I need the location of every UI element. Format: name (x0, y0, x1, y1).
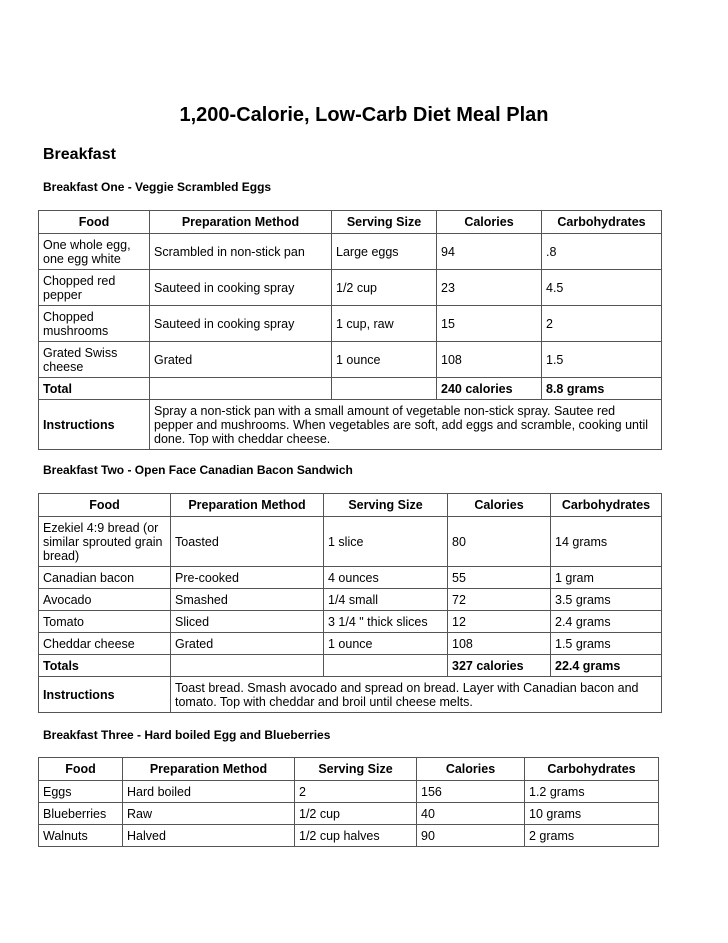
cell-serving: 3 1/4 " thick slices (324, 611, 448, 633)
cell-calories: 108 (448, 633, 551, 655)
total-carbs: 22.4 grams (551, 655, 662, 677)
cell-preparation: Grated (171, 633, 324, 655)
cell-preparation: Smashed (171, 589, 324, 611)
cell-carbs: 2 (542, 306, 662, 342)
table-row (39, 270, 662, 306)
table-row (39, 589, 662, 611)
cell-calories: 108 (437, 342, 542, 378)
header-preparation: Preparation Method (150, 211, 332, 234)
instructions-label: Instructions (39, 677, 171, 713)
header-food: Food (39, 211, 150, 234)
cell-food: Avocado (39, 589, 171, 611)
cell-preparation: Sliced (171, 611, 324, 633)
cell-calories: 12 (448, 611, 551, 633)
meal1-heading: Breakfast One - Veggie Scrambled Eggs (43, 180, 272, 194)
cell-preparation: Toasted (171, 517, 324, 567)
table-row (39, 611, 662, 633)
header-calories: Calories (417, 758, 525, 781)
cell-carbs: 1.5 grams (551, 633, 662, 655)
cell-food: Ezekiel 4:9 bread (or similar sprouted grain bread) (39, 517, 171, 567)
cell-carbs: 4.5 (542, 270, 662, 306)
cell-food: Tomato (39, 611, 171, 633)
cell-food: One whole egg, one egg white (39, 234, 150, 270)
table-row (39, 234, 662, 270)
table-row (39, 825, 659, 847)
empty-cell (324, 655, 448, 677)
cell-serving: 1 cup, raw (332, 306, 437, 342)
instructions-row (39, 677, 662, 713)
cell-serving: 1 ounce (332, 342, 437, 378)
empty-cell (171, 655, 324, 677)
instructions-text: Spray a non-stick pan with a small amount of vegetable non-stick spray. Sautee red pepper and mushrooms. When vegetables are soft, add eggs and scramble, cooking until done. Top with cheddar cheese. (150, 400, 662, 450)
total-label: Totals (39, 655, 171, 677)
cell-preparation: Raw (123, 803, 295, 825)
cell-carbs: 1.5 (542, 342, 662, 378)
instructions-row (39, 400, 662, 450)
cell-preparation: Sauteed in cooking spray (150, 306, 332, 342)
cell-preparation: Scrambled in non-stick pan (150, 234, 332, 270)
cell-carbs: 3.5 grams (551, 589, 662, 611)
cell-calories: 80 (448, 517, 551, 567)
table-row (39, 633, 662, 655)
instructions-label: Instructions (39, 400, 150, 450)
table-row (39, 781, 659, 803)
cell-preparation: Hard boiled (123, 781, 295, 803)
total-carbs: 8.8 grams (542, 378, 662, 400)
cell-food: Blueberries (39, 803, 123, 825)
total-calories: 327 calories (448, 655, 551, 677)
cell-serving: 1 slice (324, 517, 448, 567)
cell-calories: 156 (417, 781, 525, 803)
meal1-table (38, 210, 662, 450)
cell-carbs: 2.4 grams (551, 611, 662, 633)
cell-serving: 1 ounce (324, 633, 448, 655)
total-row (39, 655, 662, 677)
cell-calories: 72 (448, 589, 551, 611)
header-carbs: Carbohydrates (525, 758, 659, 781)
table-header-row (39, 494, 662, 517)
table-row (39, 567, 662, 589)
cell-serving: 4 ounces (324, 567, 448, 589)
cell-food: Chopped mushrooms (39, 306, 150, 342)
table-row (39, 517, 662, 567)
table-row (39, 803, 659, 825)
cell-carbs: 1 gram (551, 567, 662, 589)
header-carbs: Carbohydrates (542, 211, 662, 234)
table-row (39, 306, 662, 342)
header-serving: Serving Size (324, 494, 448, 517)
cell-preparation: Halved (123, 825, 295, 847)
cell-food: Walnuts (39, 825, 123, 847)
cell-carbs: .8 (542, 234, 662, 270)
cell-carbs: 10 grams (525, 803, 659, 825)
page-title: 1,200-Calorie, Low-Carb Diet Meal Plan (179, 104, 549, 126)
cell-food: Eggs (39, 781, 123, 803)
cell-calories: 15 (437, 306, 542, 342)
cell-carbs: 14 grams (551, 517, 662, 567)
cell-serving: 1/2 cup (332, 270, 437, 306)
cell-food: Canadian bacon (39, 567, 171, 589)
empty-cell (150, 378, 332, 400)
cell-preparation: Pre-cooked (171, 567, 324, 589)
cell-preparation: Sauteed in cooking spray (150, 270, 332, 306)
header-calories: Calories (448, 494, 551, 517)
total-row (39, 378, 662, 400)
cell-food: Cheddar cheese (39, 633, 171, 655)
header-serving: Serving Size (332, 211, 437, 234)
header-preparation: Preparation Method (123, 758, 295, 781)
cell-carbs: 2 grams (525, 825, 659, 847)
total-label: Total (39, 378, 150, 400)
table-header-row (39, 758, 659, 781)
cell-food: Chopped red pepper (39, 270, 150, 306)
cell-preparation: Grated (150, 342, 332, 378)
table-header-row (39, 211, 662, 234)
cell-calories: 90 (417, 825, 525, 847)
cell-calories: 23 (437, 270, 542, 306)
header-food: Food (39, 494, 171, 517)
cell-food: Grated Swiss cheese (39, 342, 150, 378)
empty-cell (332, 378, 437, 400)
total-calories: 240 calories (437, 378, 542, 400)
meal2-heading: Breakfast Two - Open Face Canadian Bacon Sandwich (43, 463, 353, 477)
header-serving: Serving Size (295, 758, 417, 781)
cell-calories: 55 (448, 567, 551, 589)
cell-serving: Large eggs (332, 234, 437, 270)
meal2-table (38, 493, 662, 713)
header-preparation: Preparation Method (171, 494, 324, 517)
cell-serving: 1/4 small (324, 589, 448, 611)
section-heading: Breakfast (43, 146, 116, 163)
cell-carbs: 1.2 grams (525, 781, 659, 803)
meal3-heading: Breakfast Three - Hard boiled Egg and Blueberries (43, 728, 331, 742)
cell-serving: 2 (295, 781, 417, 803)
header-calories: Calories (437, 211, 542, 234)
meal3-table (38, 757, 659, 847)
header-food: Food (39, 758, 123, 781)
table-row (39, 342, 662, 378)
cell-serving: 1/2 cup (295, 803, 417, 825)
cell-serving: 1/2 cup halves (295, 825, 417, 847)
cell-calories: 40 (417, 803, 525, 825)
header-carbs: Carbohydrates (551, 494, 662, 517)
instructions-text: Toast bread. Smash avocado and spread on bread. Layer with Canadian bacon and tomato. Top with cheddar and broil until cheese melts. (171, 677, 662, 713)
cell-calories: 94 (437, 234, 542, 270)
